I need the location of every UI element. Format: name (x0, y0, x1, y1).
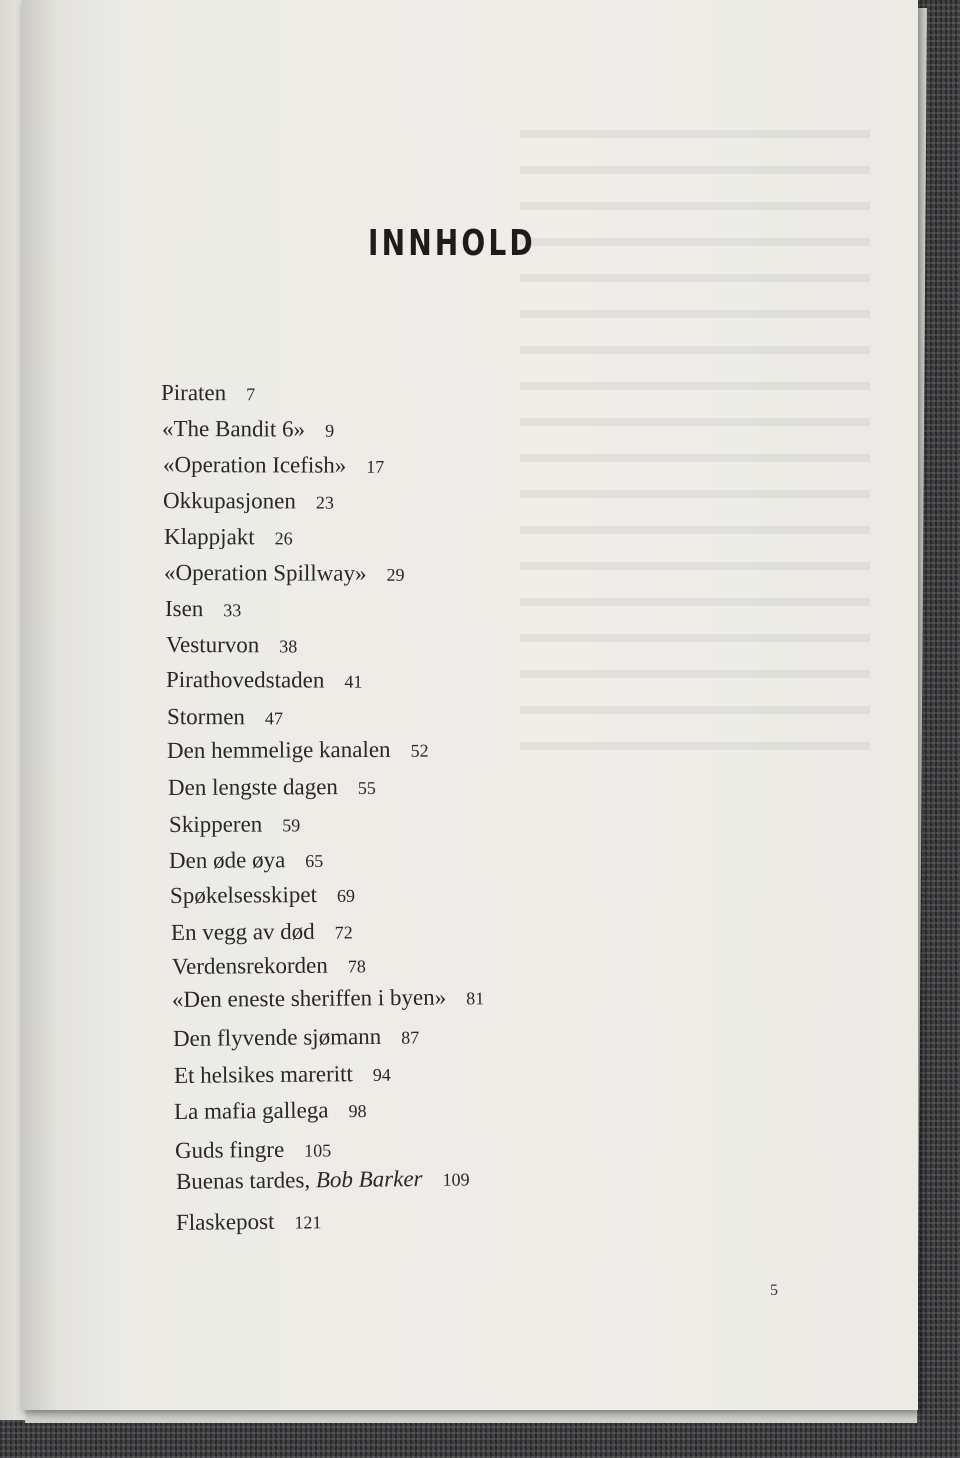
toc-entry-title: Klappjakt (163, 524, 255, 550)
toc-entry-page: 98 (348, 1100, 367, 1122)
toc-entry (166, 665, 363, 696)
toc-entry (172, 950, 366, 982)
toc-entry (173, 1021, 420, 1054)
toc-entry (172, 982, 484, 1015)
toc-entry (161, 378, 255, 408)
toc-entry (162, 414, 334, 445)
toc-entry (164, 558, 405, 589)
toc-entry-title: Stormen (166, 704, 245, 730)
toc-entry-title: Buenas tardes, (175, 1167, 311, 1194)
toc-entry (163, 450, 384, 481)
toc-entry-page: 72 (334, 922, 353, 943)
toc-entry-title: Okkupasjonen (162, 488, 296, 514)
page-number: 5 (770, 1282, 778, 1299)
toc-entry (175, 1134, 332, 1166)
toc-entry-title: Spøkelsesskipet (169, 881, 318, 908)
toc-entry-page: 52 (410, 740, 429, 761)
toc-entry-title: Den hemmelige kanalen (166, 736, 391, 763)
toc-entry-page: 7 (246, 384, 256, 405)
toc-entry-page: 65 (305, 850, 324, 872)
toc-entry-page: 38 (279, 636, 298, 657)
toc-entry-title-italic: Bob Barker (315, 1165, 423, 1193)
toc-entry (171, 916, 353, 948)
toc-entry-page: 87 (401, 1027, 420, 1048)
toc-entry-title: «Den eneste sheriffen i byen» (171, 984, 447, 1012)
toc-entry-title: Den flyvende sjømann (172, 1023, 382, 1051)
toc-entry (165, 594, 241, 624)
toc-entry (176, 1163, 470, 1197)
toc-entry-page: 109 (442, 1169, 470, 1190)
toc-entry (164, 522, 293, 552)
toc-entry-title: «Operation Icefish» (162, 452, 347, 478)
toc-entry-title: Den øde øya (168, 847, 286, 873)
toc-entry-title: «Operation Spillway» (163, 560, 367, 586)
toc-entry-page: 121 (294, 1212, 322, 1233)
toc-entry (169, 809, 300, 840)
toc-entry-page: 9 (325, 420, 335, 441)
toc-entry (176, 1206, 322, 1238)
toc-entry-page: 94 (372, 1064, 391, 1085)
toc-entry-page: 33 (223, 600, 242, 621)
toc-entry-page: 47 (264, 708, 283, 729)
toc-entry (168, 772, 376, 803)
toc-entry (167, 735, 429, 766)
toc-entry-title: Skipperen (168, 811, 263, 837)
contents-heading: INNHOLD (368, 223, 536, 264)
toc-entry-page: 23 (315, 492, 334, 513)
toc-entry-page: 55 (357, 777, 376, 799)
toc-entry (167, 702, 283, 732)
toc-entry (169, 845, 323, 876)
toc-entry-title: Et helsikes mareritt (173, 1061, 353, 1088)
toc-entry (174, 1059, 391, 1091)
toc-entry-page: 26 (274, 528, 293, 549)
toc-entry-page: 17 (366, 456, 385, 477)
toc-entry-title: Flaskepost (175, 1208, 275, 1235)
toc-entry-title: Pirathovedstaden (165, 667, 325, 693)
toc-entry-title: «The Bandit 6» (161, 416, 306, 442)
toc-entry-page: 29 (386, 564, 405, 585)
toc-entry-title: La mafia gallega (173, 1097, 329, 1124)
toc-entry-page: 81 (466, 988, 485, 1009)
toc-entry-page: 105 (304, 1140, 332, 1161)
toc-entry-page: 78 (347, 956, 366, 977)
toc-entry-page: 59 (282, 815, 301, 836)
toc-entry-title: Piraten (160, 380, 227, 406)
toc-entry-title: En vegg av død (170, 918, 315, 945)
toc-entry-title: Verdensrekorden (171, 952, 328, 979)
toc-entry-title: Isen (164, 596, 204, 622)
toc-entry (166, 630, 297, 660)
toc-entry-title: Guds fingre (174, 1136, 285, 1163)
toc-entry-title: Den lengste dagen (167, 774, 338, 800)
toc-entry-page: 69 (336, 885, 356, 906)
toc-entry (174, 1095, 367, 1127)
toc-entry (170, 880, 355, 911)
toc-entry-page: 41 (344, 671, 363, 692)
toc-entry (163, 486, 334, 517)
toc-entry-title: Vesturvon (165, 632, 260, 658)
